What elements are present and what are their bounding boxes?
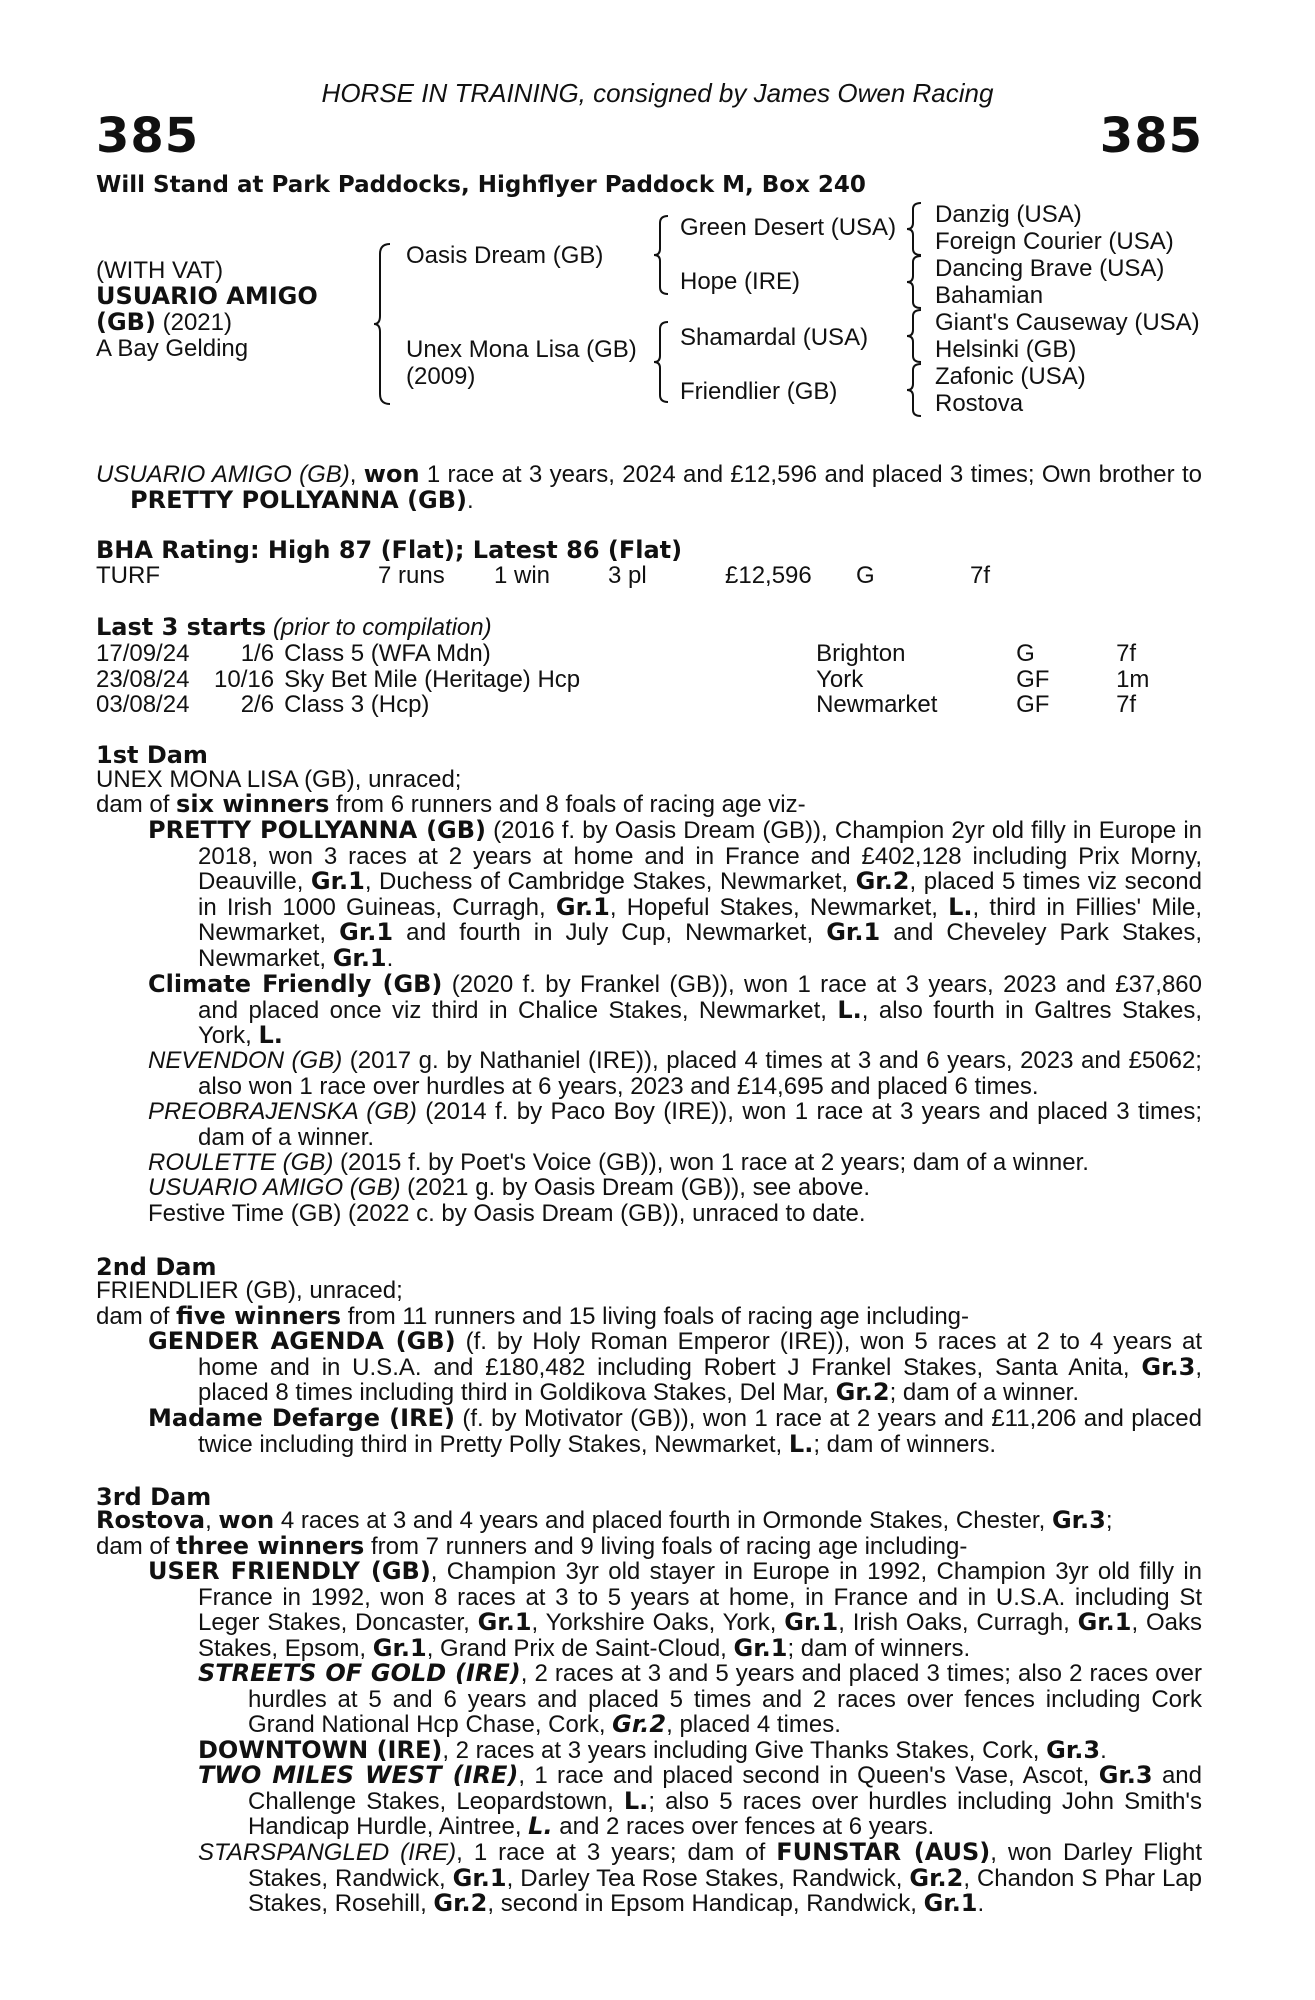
grade-marker: Gr.1 — [784, 1608, 839, 1636]
dam1-line2 — [96, 792, 806, 818]
start-going: GF — [1016, 665, 1050, 693]
dam3-name: Rostova — [96, 1506, 206, 1534]
progeny-name: DOWNTOWN (IRE) — [198, 1736, 443, 1764]
lot-number-left: 385 — [96, 108, 200, 164]
progeny-text: (2020 f. by Frankel (GB)), won 1 race at 3 years, 2023 and £37,860 and placed once viz third in Chalice Stakes, Newmarket, — [198, 971, 1202, 1024]
pedigree-sire-sire: Green Desert (USA) — [680, 214, 897, 241]
progeny-name: PRETTY POLLYANNA (GB) — [148, 816, 487, 844]
grade-marker: L. — [948, 892, 973, 921]
progeny-preobrajenska — [148, 1099, 1202, 1150]
start-race: Class 5 (WFA Mdn) — [284, 640, 491, 667]
pedigree-g3: Dancing Brave (USA) — [935, 255, 1165, 282]
horse-year: (2021) — [162, 309, 232, 336]
progeny-text: and fourth in July Cup, Newmarket, — [393, 919, 827, 946]
progeny-name: Climate Friendly (GB) — [148, 970, 443, 998]
pedigree-dam: Unex Mona Lisa (GB) — [406, 336, 637, 363]
dam2-line2-c: from 11 runners and 15 living foals of racing age including- — [341, 1303, 970, 1330]
table-row — [96, 667, 1196, 693]
progeny-text: , Grand Prix de Saint-Cloud, — [426, 1634, 734, 1662]
rating-distance: 7f — [970, 562, 991, 589]
progeny-climate-friendly — [148, 972, 1202, 1049]
dam2-heading: 2nd Dam — [96, 1253, 217, 1281]
progeny-text: , Hopeful Stakes, Newmarket, — [609, 893, 949, 921]
progeny-name: FUNSTAR (AUS) — [776, 1838, 991, 1866]
pedigree-g1: Danzig (USA) — [935, 201, 1082, 228]
start-course: Newmarket — [816, 691, 938, 718]
progeny-text: and Cheveley Park Stakes, Newmarket, — [198, 919, 1203, 972]
pedigree-dam-dam: Friendlier (GB) — [680, 378, 838, 405]
rating-runs: 7 runs — [378, 562, 445, 589]
progeny-text: (2021 g. by Oasis Dream (GB)), see above. — [400, 1174, 870, 1201]
pedigree-brace-main — [372, 242, 392, 406]
dam3-line2 — [96, 1534, 967, 1560]
pedigree-brace-g78 — [905, 362, 923, 418]
last-starts-title: Last 3 starts — [96, 613, 267, 641]
grade-marker: L. — [258, 1021, 283, 1049]
dam3-text: ; — [1105, 1507, 1113, 1534]
grade-marker: Gr.2 — [855, 867, 910, 895]
pedigree-dam-year: (2009) — [406, 363, 476, 390]
grade-marker: Gr.1 — [923, 1889, 978, 1917]
horse-country-year — [96, 309, 232, 336]
dam2-line1: FRIENDLIER (GB), unraced; — [96, 1277, 403, 1304]
progeny-text: , won Darley Flight Stakes, Randwick, — [248, 1839, 1202, 1892]
rating-placed: 3 pl — [608, 562, 647, 589]
progeny-text: , 1 race at 3 years; dam of — [456, 1839, 777, 1866]
progeny-text: , 1 race and placed second in Queen's Vase, Ascot, — [518, 1762, 1099, 1789]
table-row — [96, 641, 1196, 667]
dam3-line1 — [96, 1508, 1113, 1534]
start-distance: 7f — [1116, 691, 1137, 718]
grade-marker: Gr.3 — [1051, 1506, 1106, 1534]
grade-marker: Gr.3 — [1046, 1736, 1101, 1764]
dam2-line2-a: dam of — [96, 1303, 177, 1330]
progeny-text: ; also 5 races over hurdles including John Smith's Handicap Hurdle, Aintree, — [248, 1787, 1202, 1840]
progeny-text: and Challenge Stakes, Leopardstown, — [248, 1762, 1202, 1815]
grade-marker: Gr.1 — [1077, 1608, 1132, 1636]
grade-marker: Gr.1 — [555, 892, 610, 921]
progeny-name: STREETS OF GOLD (IRE) — [198, 1659, 521, 1687]
dam3-text: , — [205, 1507, 219, 1534]
progeny-text: , third in Fillies' Mile, Newmarket, — [198, 893, 1203, 946]
progeny-name: GENDER AGENDA (GB) — [148, 1327, 456, 1355]
grade-marker: Gr.1 — [310, 867, 365, 895]
progeny-usuario-amigo — [148, 1175, 870, 1201]
progeny-text: , Champion 3yr old stayer in Europe in 1992, Champion 3yr old filly in France in 1992, won 8 races at 3 to 5 years at home, in France and in U.S.A. including St Leger Stakes, Doncaster, — [198, 1558, 1202, 1636]
summary-won: won — [363, 460, 420, 488]
progeny-text: , also fourth in Galtres Stakes, York, — [198, 996, 1203, 1049]
summary-name: USUARIO AMIGO (GB) — [96, 461, 350, 488]
grade-marker: Gr.1 — [339, 918, 394, 946]
progeny-name: USER FRIENDLY (GB) — [148, 1557, 431, 1585]
dam1-line2-c: from 6 runners and 8 foals of racing age viz- — [329, 791, 806, 818]
horse-name: USUARIO AMIGO — [96, 282, 318, 310]
stabling-info: Will Stand at Park Paddocks, Highflyer Paddock M, Box 240 — [96, 172, 866, 198]
grade-marker: Gr.2 — [433, 1889, 488, 1917]
progeny-text: , Oaks Stakes, Epsom, — [198, 1609, 1202, 1662]
pedigree-g7: Zafonic (USA) — [935, 363, 1086, 390]
last-starts-heading — [96, 615, 492, 641]
progeny-text: (f. by Motivator (GB)), won 1 race at 2 years and £11,206 and placed twice including third in Pretty Polly Stakes, Newmarket, — [198, 1405, 1203, 1458]
progeny-name: PREOBRAJENSKA (GB) — [148, 1098, 417, 1125]
progeny-text: , Darley Tea Rose Stakes, Randwick, — [506, 1864, 910, 1892]
pedigree-brace-g34 — [905, 254, 923, 310]
summary-sep: , — [349, 461, 364, 488]
dam3-text: 4 races at 3 and 4 years and placed fourth in Ormonde Stakes, Chester, — [274, 1507, 1052, 1534]
grade-marker: Gr.1 — [332, 943, 387, 972]
progeny-name: STARSPANGLED (IRE) — [198, 1839, 457, 1866]
pedigree-brace-g12 — [905, 201, 923, 257]
progeny-text: . — [977, 1890, 985, 1917]
progeny-downtown — [198, 1738, 1107, 1764]
progeny-text: , Yorkshire Oaks, York, — [531, 1609, 785, 1636]
dam1-line1: UNEX MONA LISA (GB), unraced; — [96, 766, 462, 793]
progeny-text: , Chandon S Phar Lap Stakes, Rosehill, — [248, 1864, 1202, 1917]
progeny-starspangled — [198, 1840, 1202, 1917]
grade-marker: Gr.1 — [826, 918, 881, 946]
progeny-text: , second in Epsom Handicap, Randwick, — [487, 1890, 924, 1917]
grade-marker: L. — [528, 1812, 553, 1840]
progeny-text: ; dam of winners. — [813, 1430, 997, 1458]
progeny-text: (2016 f. by Oasis Dream (GB)), Champion 2yr old filly in Europe in 2018, won 3 races at 2 years at home and in France and £402,128 including Prix Morny, Deauville, — [198, 817, 1202, 895]
grade-marker: Gr.3 — [1141, 1352, 1196, 1381]
start-position: 1/6 — [240, 640, 275, 667]
start-position: 2/6 — [240, 691, 275, 718]
start-course: York — [816, 665, 864, 693]
progeny-text: , Duchess of Cambridge Stakes, Newmarket, — [364, 868, 856, 895]
start-distance: 7f — [1116, 640, 1137, 667]
grade-marker: L. — [788, 1429, 814, 1458]
dam3-line2-c: from 7 runners and 9 living foals of racing age including- — [364, 1533, 968, 1560]
grade-marker: Gr.1 — [477, 1608, 532, 1636]
progeny-text: ; dam of a winner. — [889, 1379, 1080, 1406]
grade-marker: L. — [837, 995, 862, 1024]
dam2-line2 — [96, 1304, 969, 1330]
progeny-pretty-pollyanna — [148, 818, 1202, 971]
pedigree-dam-sire: Shamardal (USA) — [680, 324, 869, 351]
start-race: Class 3 (Hcp) — [284, 691, 430, 718]
progeny-name: ROULETTE (GB) — [148, 1149, 334, 1176]
progeny-gender-agenda — [148, 1329, 1202, 1406]
progeny-text: (f. by Holy Roman Emperor (IRE)), won 5 races at 2 to 4 years at home and in U.S.A. and £180,482 including Robert J Frankel Stakes, Santa Anita, — [198, 1328, 1202, 1381]
grade-marker: Gr.3 — [1098, 1761, 1153, 1789]
grade-marker: Gr.2 — [835, 1378, 890, 1406]
table-row — [96, 692, 1196, 718]
last-starts-table — [96, 641, 1196, 718]
pedigree-g4: Bahamian — [935, 282, 1044, 309]
progeny-text: , Irish Oaks, Curragh, — [838, 1609, 1078, 1636]
summary-sibling: PRETTY POLLYANNA (GB) — [130, 485, 468, 514]
summary-end: . — [467, 486, 474, 514]
progeny-name: TWO MILES WEST (IRE) — [198, 1761, 519, 1789]
dam3-heading: 3rd Dam — [96, 1483, 212, 1511]
grade-marker: Gr.1 — [733, 1633, 788, 1662]
progeny-text: , placed 4 times. — [666, 1711, 841, 1738]
start-course: Brighton — [816, 640, 906, 667]
rating-title: BHA Rating: High 87 (Flat); Latest 86 (Flat) — [96, 536, 683, 564]
progeny-festive-time: Festive Time (GB) (2022 c. by Oasis Dream (GB)), unraced to date. — [148, 1200, 866, 1227]
last-starts-note: (prior to compilation) — [272, 614, 492, 641]
grade-marker: Gr.1 — [372, 1633, 427, 1662]
page-header: HORSE IN TRAINING, consigned by James Owen Racing — [321, 78, 994, 108]
progeny-madame-defarge — [148, 1406, 1202, 1457]
rating-earnings: £12,596 — [725, 562, 812, 589]
pedigree-brace-dam — [652, 320, 670, 404]
progeny-roulette — [148, 1150, 1089, 1176]
dam1-line2-a: dam of — [96, 791, 177, 818]
rating-wins: 1 win — [494, 562, 551, 589]
start-date: 03/08/24 — [96, 691, 190, 718]
start-position: 10/16 — [214, 665, 275, 693]
summary-text: 1 race at 3 years, 2024 and £12,596 and placed 3 times; Own brother to — [419, 461, 1202, 488]
pedigree-sire-dam: Hope (IRE) — [680, 268, 801, 295]
start-date: 23/08/24 — [96, 665, 190, 693]
grade-marker: L. — [623, 1786, 649, 1815]
horse-description: A Bay Gelding — [96, 335, 249, 362]
progeny-text: , placed 5 times viz second in Irish 1000 Guineas, Curragh, — [198, 868, 1202, 921]
progeny-text: and 2 races over fences at 6 years. — [552, 1813, 935, 1840]
dam3-won: won — [218, 1506, 275, 1534]
progeny-text: ; dam of winners. — [787, 1634, 971, 1662]
rating-surface: TURF — [96, 562, 160, 589]
progeny-streets-of-gold — [198, 1661, 1202, 1738]
dam1-winners-count: six winners — [176, 790, 330, 818]
progeny-nevendon — [148, 1048, 1202, 1099]
progeny-name: Madame Defarge (IRE) — [148, 1404, 455, 1432]
dam2-winners-count: five winners — [176, 1302, 342, 1330]
lot-number-right: 385 — [1099, 108, 1203, 164]
progeny-text: . — [1100, 1737, 1107, 1764]
progeny-name: USUARIO AMIGO (GB) — [148, 1174, 401, 1201]
progeny-text: (2014 f. by Paco Boy (IRE)), won 1 race at 3 years and placed 3 times; dam of a winner. — [198, 1098, 1203, 1151]
pedigree-g8: Rostova — [935, 390, 1024, 417]
progeny-text: , placed 8 times including third in Goldikova Stakes, Del Mar, — [198, 1353, 1202, 1406]
dam3-line2-a: dam of — [96, 1533, 177, 1560]
start-going: GF — [1016, 691, 1050, 718]
dam3-winners-count: three winners — [176, 1532, 365, 1560]
rating-going: G — [856, 562, 875, 589]
summary-paragraph — [96, 462, 1202, 513]
horse-country: (GB) — [96, 308, 156, 336]
dam1-heading: 1st Dam — [96, 741, 208, 769]
progeny-text: , 2 races at 3 and 5 years and placed 3 times; also 2 races over hurdles at 5 and 6 years and placed 5 times and 2 races over fences including Cork Grand National Hcp Chase, Cork, — [248, 1660, 1202, 1738]
progeny-text: , 2 races at 3 years including Give Thanks Stakes, Cork, — [442, 1737, 1047, 1764]
vat-label: (WITH VAT) — [96, 257, 224, 284]
grade-marker: Gr.2 — [909, 1863, 964, 1892]
start-distance: 1m — [1116, 665, 1150, 693]
progeny-text: (2017 g. by Nathaniel (IRE)), placed 4 times at 3 and 6 years, 2023 and £5062; also won 1 race over hurdles at 6 years, 2023 and £14,695 and placed 6 times. — [198, 1047, 1202, 1100]
grade-marker: Gr.1 — [452, 1863, 507, 1892]
pedigree-brace-g56 — [905, 308, 923, 364]
progeny-name: NEVENDON (GB) — [148, 1047, 343, 1074]
start-date: 17/09/24 — [96, 640, 190, 667]
pedigree-g2: Foreign Courier (USA) — [935, 228, 1174, 255]
grade-marker: Gr.2 — [612, 1710, 667, 1738]
progeny-text: . — [386, 944, 394, 972]
pedigree-brace-sire — [652, 214, 670, 296]
progeny-text: (2015 f. by Poet's Voice (GB)), won 1 race at 2 years; dam of a winner. — [333, 1149, 1089, 1176]
start-race: Sky Bet Mile (Heritage) Hcp — [284, 665, 581, 693]
pedigree-g6: Helsinki (GB) — [935, 336, 1077, 363]
progeny-user-friendly — [148, 1559, 1202, 1661]
start-going: G — [1016, 640, 1035, 667]
pedigree-sire: Oasis Dream (GB) — [406, 242, 604, 269]
progeny-two-miles-west — [198, 1763, 1202, 1840]
pedigree-g5: Giant's Causeway (USA) — [935, 309, 1200, 336]
